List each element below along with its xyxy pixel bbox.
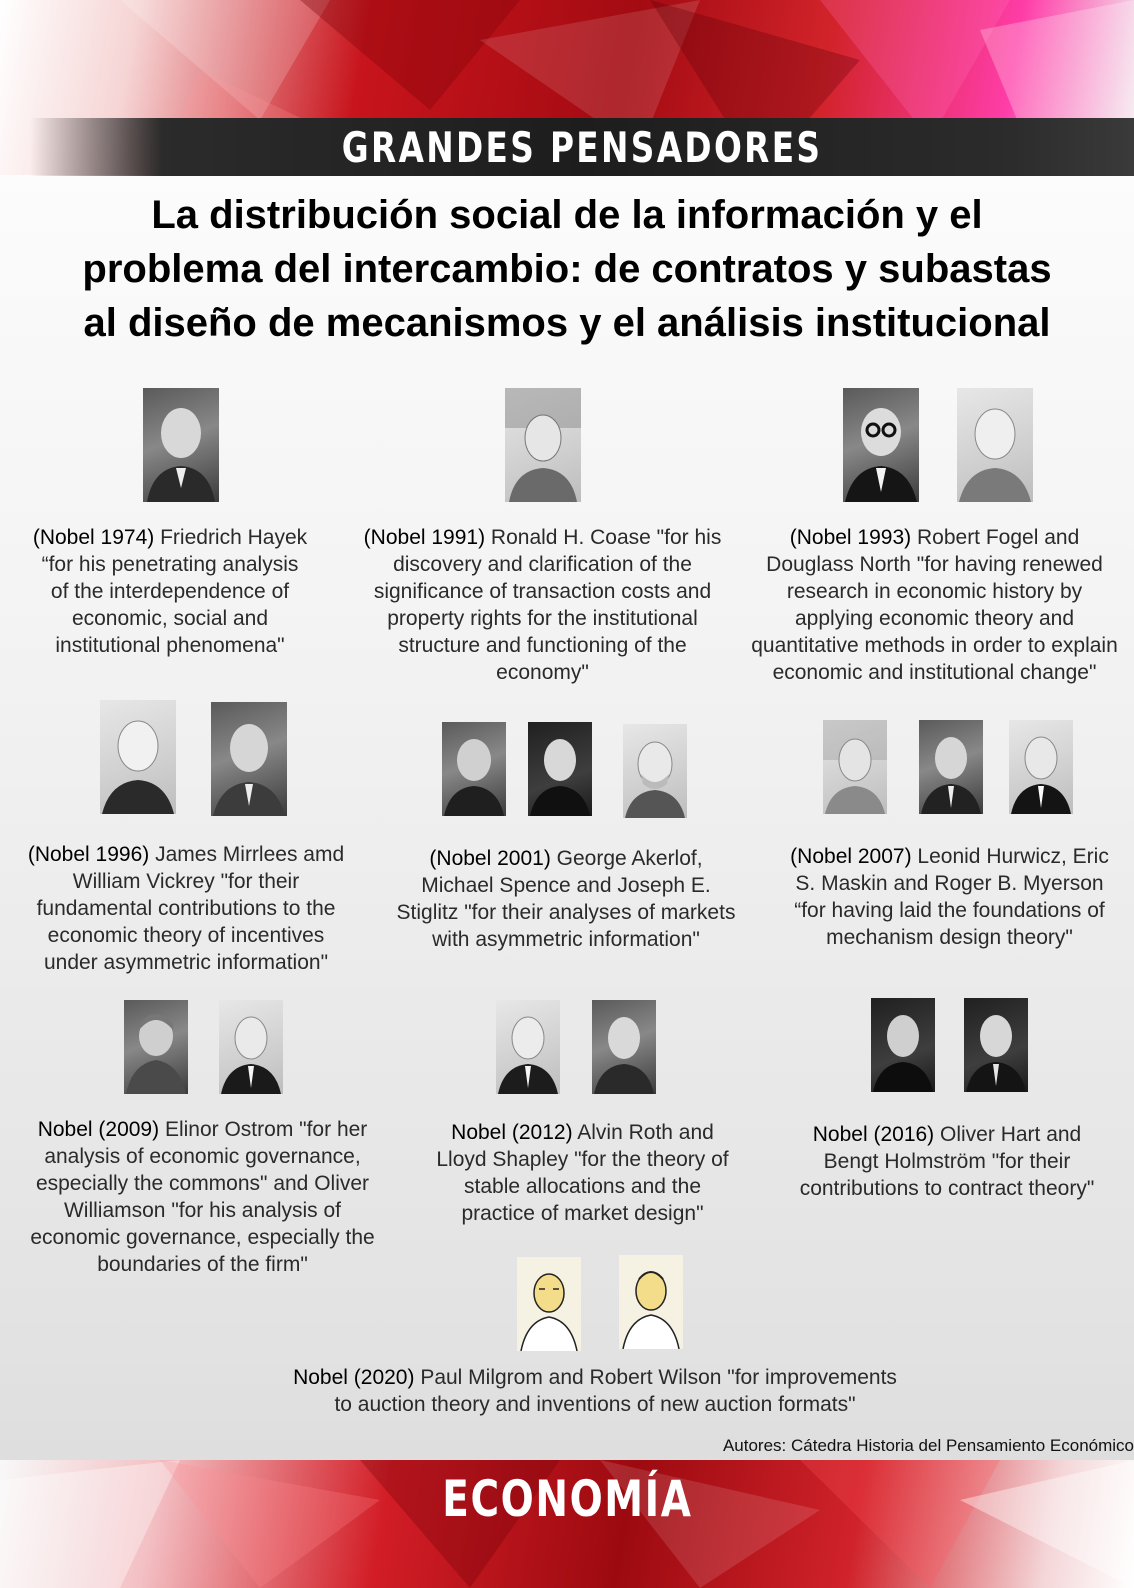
portrait-illustration	[517, 1257, 581, 1351]
caption-line: Michael Spence and Joseph E.	[421, 874, 711, 897]
laureate-card-1996	[0, 700, 372, 974]
caption-line: boundaries of the firm"	[97, 1253, 308, 1276]
caption-line: under asymmetric information"	[43, 951, 329, 974]
caption-line: economy"	[496, 661, 589, 684]
caption-line: Stiglitz "for their analyses of markets	[396, 901, 736, 924]
laureate-card-2001	[375, 720, 757, 951]
caption-line: economic governance, especially the	[30, 1226, 375, 1249]
caption-line: of the interdependence of	[50, 580, 290, 603]
portrait-photo	[219, 1000, 283, 1094]
nobel-year: (Nobel 2001)	[429, 847, 551, 870]
caption-line: property rights for the institutional	[387, 607, 698, 630]
caption-line: Williamson "for his analysis of	[63, 1199, 342, 1222]
portrait-photo	[211, 702, 287, 816]
caption-line: economic theory of incentives	[47, 924, 325, 947]
caption-line: practice of market design"	[461, 1202, 704, 1225]
portrait-photo	[623, 724, 687, 818]
caption-line: economic, social and	[71, 607, 269, 630]
laureate-card-2009	[0, 998, 405, 1276]
caption-line: Lloyd Shapley "for the theory of	[436, 1148, 729, 1171]
laureate-card-1991	[345, 388, 740, 684]
caption-line: structure and functioning of the	[398, 634, 687, 657]
caption-line: discovery and clarification of the	[393, 553, 692, 576]
caption-line: research in economic history by	[786, 580, 1083, 603]
portrait-photo	[505, 388, 581, 502]
page-title-line: La distribución social de la información y el	[151, 193, 983, 237]
caption-line: quantitative methods in order to explain	[751, 634, 1118, 657]
portrait-illustration	[619, 1255, 683, 1349]
nobel-year: Nobel (2009)	[37, 1118, 160, 1141]
caption-line: stable allocations and the	[464, 1175, 701, 1198]
caption-line: “for his penetrating analysis	[41, 553, 299, 576]
caption-line: Ronald H. Coase "for his	[490, 526, 722, 549]
caption-line: “for having laid the foundations of	[794, 899, 1105, 922]
caption-line: Elinor Ostrom "for her	[164, 1118, 368, 1141]
laureate-card-2012	[410, 998, 755, 1225]
portrait-photo	[528, 722, 592, 816]
portrait-photo	[843, 388, 919, 502]
portrait-photo	[1009, 720, 1073, 814]
portrait-photo	[100, 700, 176, 814]
nobel-year: (Nobel 1991)	[363, 526, 486, 549]
laureate-card-1974	[0, 388, 340, 657]
caption-line: contributions to contract theory"	[799, 1177, 1095, 1200]
portrait-photo	[957, 388, 1033, 502]
nobel-year: Nobel (2016)	[812, 1123, 935, 1146]
portrait-photo	[496, 1000, 560, 1094]
caption-line: especially the commons" and Oliver	[35, 1172, 370, 1195]
page-title-line: al diseño de mecanismos y el análisis institucional	[83, 301, 1051, 345]
caption-line: Robert Fogel and	[916, 526, 1080, 549]
nobel-year: (Nobel 2007)	[790, 845, 912, 868]
nobel-year: (Nobel 1996)	[27, 843, 150, 866]
caption-line: fundamental contributions to the	[36, 897, 336, 920]
caption-line: James Mirrlees amd	[155, 843, 345, 866]
laureate-card-2007	[765, 718, 1134, 949]
portrait-photo	[442, 722, 506, 816]
portrait-photo	[592, 1000, 656, 1094]
caption-line: significance of transaction costs and	[373, 580, 712, 603]
laureate-card-1993	[735, 388, 1134, 684]
nobel-year: (Nobel 1993)	[789, 526, 912, 549]
caption-line: economic and institutional change"	[772, 661, 1097, 684]
caption-line: with asymmetric information"	[432, 928, 700, 951]
section-title-bar	[30, 118, 1134, 176]
caption-line: institutional phenomena"	[55, 634, 285, 657]
caption-line: mechanism design theory"	[826, 926, 1073, 949]
caption-line: Friedrich Hayek	[160, 526, 308, 549]
caption-line: Bengt Holmström "for their	[823, 1150, 1071, 1173]
caption-line: Douglass North "for having renewed	[766, 553, 1103, 576]
brand-logo	[0, 1470, 1134, 1528]
laureate-card-2020	[200, 1255, 990, 1416]
portrait-photo	[964, 998, 1028, 1092]
caption-line: Leonid Hurwicz, Eric	[917, 845, 1109, 868]
caption-line: applying economic theory and	[794, 607, 1074, 630]
page-title-line: problema del intercambio: de contratos y subastas	[82, 247, 1052, 291]
portrait-photo	[871, 998, 935, 1092]
laureate-card-2016	[760, 996, 1134, 1200]
section-title: GRANDES PENSADORES	[341, 122, 823, 172]
caption-line: George Akerlof,	[556, 847, 703, 870]
page-title	[0, 188, 1134, 350]
authors-credit: Autores: Cátedra Historia del Pensamiento Económico	[722, 1436, 1134, 1455]
portrait-photo	[823, 720, 887, 814]
caption-line: Alvin Roth and	[577, 1121, 714, 1144]
brand-name: ECONOMÍA	[441, 1470, 693, 1528]
nobel-year: Nobel (2020)	[293, 1366, 415, 1389]
nobel-year: (Nobel 1974)	[32, 526, 155, 549]
caption-line: Oliver Hart and	[940, 1123, 1082, 1146]
caption-line: William Vickrey "for their	[72, 870, 300, 893]
nobel-year: Nobel (2012)	[451, 1121, 573, 1144]
portrait-photo	[143, 388, 219, 502]
caption-line: analysis of economic governance,	[44, 1145, 361, 1168]
caption-line: S. Maskin and Roger B. Myerson	[795, 872, 1104, 895]
caption-line: Paul Milgrom and Robert Wilson "for improvements	[420, 1366, 897, 1389]
portrait-photo	[919, 720, 983, 814]
caption-line: to auction theory and inventions of new auction formats"	[334, 1393, 856, 1416]
portrait-photo	[124, 1000, 188, 1094]
